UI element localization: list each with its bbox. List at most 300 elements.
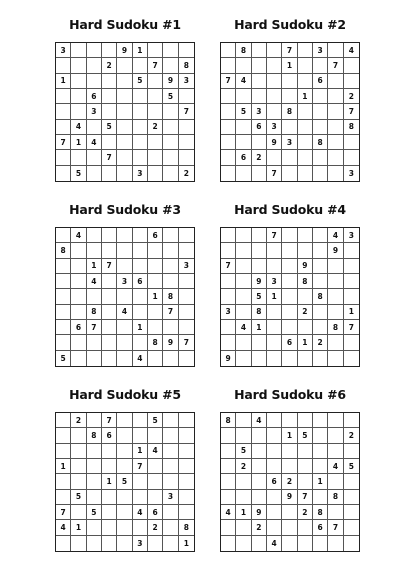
sudoku-cell <box>236 166 251 181</box>
sudoku-cell: 3 <box>221 305 236 320</box>
sudoku-cell <box>102 135 117 150</box>
sudoku-cell <box>87 444 102 459</box>
sudoku-cell <box>133 305 148 320</box>
sudoku-cell <box>133 104 148 119</box>
sudoku-cell: 9 <box>117 43 132 58</box>
sudoku-cell <box>117 335 132 350</box>
sudoku-puzzle <box>220 14 360 182</box>
sudoku-cell <box>298 166 313 181</box>
sudoku-cell <box>148 89 163 104</box>
sudoku-cell <box>87 243 102 258</box>
sudoku-cell <box>179 490 194 505</box>
sudoku-cell <box>56 305 71 320</box>
sudoku-cell <box>56 89 71 104</box>
sudoku-cell <box>344 490 359 505</box>
sudoku-cell: 3 <box>252 104 267 119</box>
sudoku-cell: 8 <box>236 43 251 58</box>
sudoku-cell <box>328 274 343 289</box>
sudoku-cell <box>298 243 313 258</box>
sudoku-cell: 4 <box>87 135 102 150</box>
sudoku-cell <box>328 135 343 150</box>
sudoku-cell: 7 <box>328 520 343 535</box>
sudoku-cell: 7 <box>148 58 163 73</box>
sudoku-cell <box>87 58 102 73</box>
sudoku-cell <box>221 490 236 505</box>
sudoku-cell <box>71 104 86 119</box>
sudoku-cell: 5 <box>87 505 102 520</box>
sudoku-cell <box>313 459 328 474</box>
sudoku-cell: 1 <box>282 58 297 73</box>
sudoku-cell <box>117 505 132 520</box>
sudoku-cell <box>267 444 282 459</box>
sudoku-cell: 5 <box>344 459 359 474</box>
sudoku-cell <box>313 58 328 73</box>
sudoku-cell <box>133 490 148 505</box>
sudoku-cell <box>117 490 132 505</box>
sudoku-cell <box>117 104 132 119</box>
sudoku-cell <box>148 43 163 58</box>
sudoku-cell: 8 <box>344 120 359 135</box>
sudoku-cell <box>313 320 328 335</box>
sudoku-cell <box>298 289 313 304</box>
sudoku-cell <box>148 243 163 258</box>
sudoku-cell <box>313 228 328 243</box>
sudoku-cell <box>221 520 236 535</box>
sudoku-cell <box>313 305 328 320</box>
sudoku-cell <box>133 259 148 274</box>
sudoku-cell <box>87 474 102 489</box>
sudoku-cell <box>117 89 132 104</box>
sudoku-cell <box>221 320 236 335</box>
sudoku-cell <box>133 335 148 350</box>
sudoku-cell <box>102 351 117 366</box>
sudoku-cell <box>282 166 297 181</box>
sudoku-cell: 6 <box>102 428 117 443</box>
sudoku-cell <box>71 259 86 274</box>
sudoku-cell: 4 <box>328 228 343 243</box>
sudoku-cell <box>179 135 194 150</box>
sudoku-cell <box>236 89 251 104</box>
sudoku-cell <box>102 490 117 505</box>
sudoku-cell <box>148 166 163 181</box>
sudoku-cell: 1 <box>148 289 163 304</box>
sudoku-cell: 5 <box>163 89 178 104</box>
sudoku-cell: 3 <box>267 274 282 289</box>
sudoku-cell <box>221 150 236 165</box>
sudoku-cell: 5 <box>56 351 71 366</box>
sudoku-cell <box>179 89 194 104</box>
sudoku-cell <box>344 335 359 350</box>
sudoku-cell <box>344 74 359 89</box>
sudoku-cell <box>298 459 313 474</box>
sudoku-cell <box>298 58 313 73</box>
sudoku-cell <box>163 259 178 274</box>
sudoku-cell: 1 <box>282 428 297 443</box>
sudoku-cell: 2 <box>313 335 328 350</box>
sudoku-cell <box>344 150 359 165</box>
sudoku-cell <box>252 428 267 443</box>
puzzle-title: Hard Sudoku #2 <box>234 17 346 32</box>
sudoku-cell <box>87 490 102 505</box>
sudoku-cell <box>328 474 343 489</box>
sudoku-cell: 8 <box>313 505 328 520</box>
sudoku-cell: 8 <box>313 289 328 304</box>
sudoku-cell <box>252 166 267 181</box>
sudoku-cell <box>87 150 102 165</box>
sudoku-cell: 4 <box>221 505 236 520</box>
sudoku-cell <box>328 150 343 165</box>
sudoku-cell <box>298 43 313 58</box>
sudoku-cell: 2 <box>148 120 163 135</box>
sudoku-cell <box>71 305 86 320</box>
sudoku-cell <box>328 505 343 520</box>
sudoku-cell: 7 <box>102 413 117 428</box>
sudoku-cell <box>344 444 359 459</box>
sudoku-cell <box>221 274 236 289</box>
sudoku-cell: 5 <box>236 444 251 459</box>
sudoku-cell: 5 <box>133 74 148 89</box>
sudoku-cell <box>298 74 313 89</box>
sudoku-cell: 2 <box>298 505 313 520</box>
sudoku-cell <box>236 520 251 535</box>
sudoku-cell: 6 <box>87 89 102 104</box>
sudoku-cell <box>148 150 163 165</box>
sudoku-cell <box>328 335 343 350</box>
sudoku-cell <box>328 89 343 104</box>
sudoku-cell: 5 <box>298 428 313 443</box>
sudoku-cell <box>344 413 359 428</box>
sudoku-cell: 7 <box>344 320 359 335</box>
sudoku-cell <box>56 428 71 443</box>
sudoku-cell: 1 <box>313 474 328 489</box>
sudoku-cell <box>236 490 251 505</box>
sudoku-cell <box>236 135 251 150</box>
sudoku-cell <box>163 58 178 73</box>
sudoku-cell <box>298 135 313 150</box>
sudoku-cell: 3 <box>313 43 328 58</box>
sudoku-cell: 1 <box>298 89 313 104</box>
sudoku-cell: 9 <box>267 135 282 150</box>
sudoku-cell <box>56 104 71 119</box>
sudoku-cell: 9 <box>328 243 343 258</box>
sudoku-cell: 3 <box>117 274 132 289</box>
sudoku-cell <box>282 351 297 366</box>
sudoku-cell: 1 <box>133 320 148 335</box>
sudoku-cell <box>252 43 267 58</box>
sudoku-cell <box>328 259 343 274</box>
sudoku-cell <box>87 228 102 243</box>
puzzle-title: Hard Sudoku #3 <box>69 202 181 217</box>
sudoku-cell <box>163 104 178 119</box>
sudoku-cell <box>102 274 117 289</box>
sudoku-cell <box>252 89 267 104</box>
sudoku-cell <box>133 89 148 104</box>
sudoku-cell <box>56 166 71 181</box>
sudoku-cell: 8 <box>179 58 194 73</box>
sudoku-cell <box>221 335 236 350</box>
sudoku-cell <box>221 228 236 243</box>
sudoku-cell <box>282 89 297 104</box>
sudoku-cell: 2 <box>183 168 189 178</box>
sudoku-cell: 9 <box>252 505 267 520</box>
sudoku-cell <box>298 228 313 243</box>
sudoku-cell <box>163 474 178 489</box>
sudoku-cell <box>117 289 132 304</box>
sudoku-cell: 8 <box>282 104 297 119</box>
sudoku-cell <box>133 120 148 135</box>
sudoku-cell <box>117 320 132 335</box>
sudoku-cell <box>71 474 86 489</box>
sudoku-cell <box>236 228 251 243</box>
sudoku-cell <box>252 351 267 366</box>
sudoku-cell <box>56 228 71 243</box>
sudoku-cell <box>344 135 359 150</box>
sudoku-cell: 1 <box>252 320 267 335</box>
sudoku-cell: 2 <box>344 89 359 104</box>
sudoku-cell <box>313 444 328 459</box>
sudoku-cell: 3 <box>179 259 194 274</box>
sudoku-puzzle <box>55 14 195 182</box>
sudoku-cell <box>236 335 251 350</box>
sudoku-cell: 6 <box>148 228 163 243</box>
sudoku-cell <box>282 74 297 89</box>
sudoku-cell <box>267 259 282 274</box>
puzzle-title: Hard Sudoku #4 <box>234 202 346 217</box>
sudoku-cell: 4 <box>252 413 267 428</box>
sudoku-cell <box>163 536 178 551</box>
sudoku-cell <box>179 289 194 304</box>
sudoku-cell <box>71 150 86 165</box>
sudoku-cell: 4 <box>71 120 86 135</box>
sudoku-cell: 9 <box>282 490 297 505</box>
sudoku-cell <box>252 474 267 489</box>
sudoku-cell <box>344 58 359 73</box>
sudoku-cell: 7 <box>267 228 282 243</box>
sudoku-cell <box>87 351 102 366</box>
sudoku-cell <box>267 89 282 104</box>
sudoku-cell <box>267 413 282 428</box>
sudoku-cell <box>71 289 86 304</box>
sudoku-cell <box>102 505 117 520</box>
sudoku-cell <box>328 351 343 366</box>
sudoku-cell: 1 <box>298 335 313 350</box>
sudoku-cell <box>102 305 117 320</box>
sudoku-cell <box>267 150 282 165</box>
sudoku-cell <box>313 104 328 119</box>
sudoku-cell <box>267 43 282 58</box>
sudoku-cell <box>252 243 267 258</box>
sudoku-cell <box>163 120 178 135</box>
sudoku-cell: 5 <box>236 104 251 119</box>
sudoku-cell <box>71 89 86 104</box>
sudoku-cell <box>344 259 359 274</box>
sudoku-cell <box>267 505 282 520</box>
sudoku-cell: 2 <box>252 150 267 165</box>
sudoku-cell <box>236 305 251 320</box>
sudoku-cell: 4 <box>133 505 148 520</box>
sudoku-cell: 7 <box>102 259 117 274</box>
sudoku-cell <box>87 335 102 350</box>
sudoku-cell <box>179 43 194 58</box>
sudoku-cell <box>282 120 297 135</box>
sudoku-cell <box>221 444 236 459</box>
sudoku-cell <box>56 335 71 350</box>
sudoku-cell: 8 <box>252 305 267 320</box>
sudoku-cell <box>87 459 102 474</box>
sudoku-cell <box>117 428 132 443</box>
sudoku-cell <box>236 536 251 551</box>
sudoku-cell <box>71 428 86 443</box>
sudoku-cell <box>344 274 359 289</box>
sudoku-cell <box>102 444 117 459</box>
sudoku-cell <box>179 150 194 165</box>
sudoku-cell: 9 <box>163 335 178 350</box>
sudoku-cell: 4 <box>56 520 71 535</box>
sudoku-cell: 8 <box>328 490 343 505</box>
sudoku-cell <box>102 74 117 89</box>
sudoku-cell <box>133 58 148 73</box>
sudoku-cell: 8 <box>221 413 236 428</box>
sudoku-cell: 7 <box>344 104 359 119</box>
sudoku-cell <box>179 459 194 474</box>
sudoku-cell <box>133 289 148 304</box>
sudoku-cell <box>344 505 359 520</box>
sudoku-cell: 3 <box>348 168 354 178</box>
sudoku-cell: 7 <box>56 135 71 150</box>
sudoku-cell <box>236 428 251 443</box>
sudoku-cell <box>179 305 194 320</box>
sudoku-cell <box>344 289 359 304</box>
sudoku-cell <box>252 58 267 73</box>
sudoku-cell <box>282 520 297 535</box>
sudoku-cell <box>56 289 71 304</box>
sudoku-cell <box>313 490 328 505</box>
sudoku-cell <box>148 274 163 289</box>
sudoku-cell <box>252 74 267 89</box>
sudoku-cell <box>221 104 236 119</box>
sudoku-cell <box>87 120 102 135</box>
sudoku-cell <box>344 243 359 258</box>
sudoku-cell <box>221 474 236 489</box>
sudoku-grid <box>55 42 195 182</box>
sudoku-cell <box>148 428 163 443</box>
sudoku-cell: 7 <box>282 43 297 58</box>
sudoku-cell <box>267 58 282 73</box>
sudoku-cell: 6 <box>71 320 86 335</box>
sudoku-cell <box>117 243 132 258</box>
sudoku-cell: 7 <box>328 58 343 73</box>
sudoku-cell <box>267 74 282 89</box>
sudoku-cell <box>148 459 163 474</box>
sudoku-cell: 3 <box>87 104 102 119</box>
sudoku-grid <box>55 227 195 367</box>
sudoku-cell: 1 <box>133 43 148 58</box>
sudoku-cell: 9 <box>163 74 178 89</box>
sudoku-cell: 1 <box>56 459 71 474</box>
sudoku-cell <box>236 259 251 274</box>
sudoku-cell <box>313 536 328 551</box>
sudoku-cell: 6 <box>252 120 267 135</box>
sudoku-cell <box>179 243 194 258</box>
sudoku-cell <box>179 505 194 520</box>
sudoku-cell: 6 <box>282 335 297 350</box>
sudoku-cell: 3 <box>344 228 359 243</box>
sudoku-cell: 4 <box>236 320 251 335</box>
sudoku-cell <box>56 444 71 459</box>
sudoku-cell: 1 <box>56 74 71 89</box>
sudoku-cell: 6 <box>313 520 328 535</box>
sudoku-cell: 8 <box>87 305 102 320</box>
sudoku-cell <box>236 289 251 304</box>
sudoku-cell <box>163 444 178 459</box>
sudoku-cell: 1 <box>133 444 148 459</box>
sudoku-cell <box>179 413 194 428</box>
sudoku-cell <box>133 474 148 489</box>
sudoku-cell <box>313 243 328 258</box>
sudoku-cell <box>179 320 194 335</box>
sudoku-cell <box>117 228 132 243</box>
sudoku-cell <box>221 120 236 135</box>
sudoku-cell <box>148 320 163 335</box>
sudoku-cell <box>252 490 267 505</box>
sudoku-cell <box>102 243 117 258</box>
sudoku-cell <box>282 289 297 304</box>
sudoku-cell: 3 <box>133 536 148 551</box>
sudoku-cell <box>102 536 117 551</box>
sudoku-cell <box>328 428 343 443</box>
sudoku-grid <box>220 412 360 552</box>
sudoku-cell <box>133 413 148 428</box>
sudoku-cell <box>298 320 313 335</box>
sudoku-cell <box>282 150 297 165</box>
sudoku-cell <box>56 150 71 165</box>
sudoku-cell <box>87 74 102 89</box>
sudoku-cell <box>102 104 117 119</box>
sudoku-cell: 3 <box>163 490 178 505</box>
sudoku-cell <box>313 274 328 289</box>
sudoku-cell <box>313 259 328 274</box>
sudoku-cell <box>117 150 132 165</box>
sudoku-cell <box>298 536 313 551</box>
sudoku-cell: 6 <box>267 474 282 489</box>
sudoku-cell <box>163 505 178 520</box>
sudoku-cell <box>56 320 71 335</box>
sudoku-cell: 9 <box>298 259 313 274</box>
sudoku-cell: 4 <box>71 228 86 243</box>
sudoku-cell: 8 <box>179 520 194 535</box>
sudoku-cell <box>282 259 297 274</box>
sudoku-cell <box>236 474 251 489</box>
sudoku-cell: 8 <box>87 428 102 443</box>
sudoku-cell: 4 <box>148 444 163 459</box>
puzzle-title: Hard Sudoku #6 <box>234 387 346 402</box>
sudoku-cell <box>133 135 148 150</box>
sudoku-puzzle <box>55 384 195 552</box>
sudoku-cell <box>148 104 163 119</box>
sudoku-cell <box>163 150 178 165</box>
sudoku-cell: 3 <box>179 74 194 89</box>
sudoku-cell <box>313 166 328 181</box>
sudoku-cell <box>163 166 178 181</box>
sudoku-cell <box>221 43 236 58</box>
sudoku-cell <box>163 413 178 428</box>
sudoku-cell: 4 <box>344 43 359 58</box>
sudoku-cell <box>267 305 282 320</box>
sudoku-cell <box>87 413 102 428</box>
sudoku-cell: 7 <box>298 490 313 505</box>
sudoku-cell <box>102 459 117 474</box>
sudoku-cell <box>87 289 102 304</box>
